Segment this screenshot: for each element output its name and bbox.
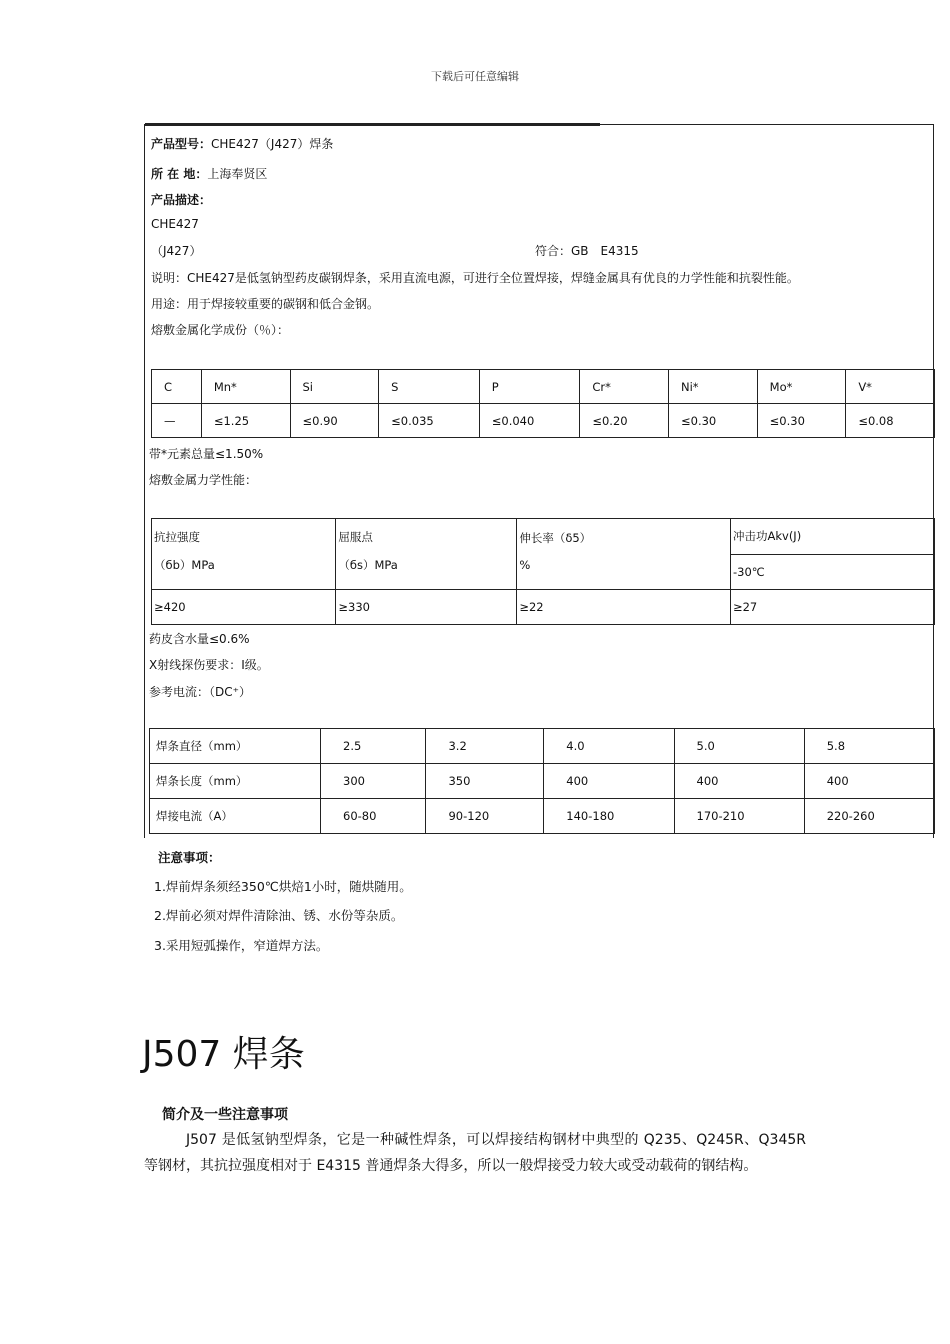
size-row-label: 焊接电流（A） [150, 799, 321, 834]
mech-value-cell: ≥420 [152, 590, 336, 625]
standard-text: 符合：GB E4315 [535, 244, 639, 258]
size-current-table [149, 728, 935, 834]
size-row-label: 焊条长度（mm） [150, 764, 321, 799]
size-cell: 400 [674, 764, 804, 799]
chem-value-cell: — [152, 404, 202, 438]
table-row [150, 799, 935, 834]
table-row [152, 519, 935, 555]
size-cell: 5.0 [674, 729, 804, 764]
xray-requirement: X射线探伤要求：Ⅰ级。 [149, 658, 269, 672]
table-row [150, 729, 935, 764]
size-cell: 350 [426, 764, 544, 799]
mech-value-cell: ≥22 [517, 590, 731, 625]
size-cell: 400 [544, 764, 674, 799]
size-cell: 3.2 [426, 729, 544, 764]
size-row-label: 焊条直径（mm） [150, 729, 321, 764]
chem-value-cell: ≤0.035 [379, 404, 480, 438]
page-header: 下载后可任意编辑 [431, 70, 519, 83]
usage-text: 用途：用于焊接较重要的碳钢和低合金钢。 [151, 297, 380, 311]
chem-composition-table [151, 369, 935, 438]
chem-value-cell: ≤0.08 [846, 404, 935, 438]
size-cell: 90-120 [426, 799, 544, 834]
table-row [152, 590, 935, 625]
note-item: 2.焊前必须对焊件清除油、锈、水份等杂质。 [154, 908, 404, 923]
table-row [150, 764, 935, 799]
mech-header-cell: -30℃ [730, 554, 934, 590]
explanation-text: 说明：CHE427是低氢钠型药皮碳钢焊条，采用直流电源，可进行全位置焊接，焊缝金属具有优良的力学性能和抗裂性能。 [151, 271, 799, 285]
table-row [152, 404, 935, 438]
model-value: CHE427（J427）焊条 [211, 137, 334, 151]
water-content: 药皮含水量≤0.6% [149, 632, 250, 646]
model-line [151, 135, 333, 152]
product-code-alt: （J427） [151, 244, 202, 258]
chem-header-cell: Mo* [757, 370, 846, 404]
note-item: 3.采用短弧操作，窄道焊方法。 [154, 938, 329, 953]
chem-header-cell: P [479, 370, 580, 404]
desc-label: 产品描述： [151, 193, 212, 207]
notes-heading: 注意事项： [158, 850, 221, 865]
product-code: CHE427 [151, 217, 199, 231]
chem-heading: 熔敷金属化学成份（％）： [151, 323, 290, 337]
size-cell: 170-210 [674, 799, 804, 834]
chem-header-cell: S [379, 370, 480, 404]
section-title: J507 焊条 [142, 1034, 305, 1075]
chem-value-cell: ≤0.040 [479, 404, 580, 438]
size-cell: 400 [804, 764, 934, 799]
mech-header-cell: 屈服点 （бs）MPa [336, 519, 517, 590]
note-item: 1.焊前焊条须经350℃烘焙1小时，随烘随用。 [154, 879, 412, 894]
chem-header-cell: Si [290, 370, 379, 404]
chem-value-cell: ≤0.30 [757, 404, 846, 438]
mech-heading: 熔敷金属力学性能： [149, 473, 258, 487]
mech-properties-table [151, 518, 935, 625]
top-border [145, 123, 600, 126]
table-row [152, 370, 935, 404]
chem-value-cell: ≤0.90 [290, 404, 379, 438]
size-cell: 4.0 [544, 729, 674, 764]
current-ref: 参考电流：（DC⁺） [149, 685, 251, 699]
mech-header-cell: 伸长率（δ5） % [517, 519, 731, 590]
size-cell: 2.5 [321, 729, 426, 764]
size-cell: 5.8 [804, 729, 934, 764]
mech-header-cell: 抗拉强度 （бb）MPa [152, 519, 336, 590]
size-cell: 140-180 [544, 799, 674, 834]
location-value: 上海奉贤区 [207, 167, 268, 181]
chem-header-cell: Ni* [669, 370, 758, 404]
chem-value-cell: ≤0.20 [580, 404, 669, 438]
size-cell: 300 [321, 764, 426, 799]
chem-value-cell: ≤0.30 [669, 404, 758, 438]
model-label: 产品型号： [151, 137, 212, 151]
location-line [151, 165, 267, 182]
section-paragraph: J507 是低氢钠型焊条，它是一种碱性焊条，可以焊接结构钢材中典型的 Q235、Q245R、Q345R 等钢材，其抗拉强度相对于 E4315 普通焊条大得多，所以一般焊接受力较大或受动载荷的钢结构。 [144, 1132, 806, 1174]
chem-header-cell: V* [846, 370, 935, 404]
product-info-box [144, 124, 934, 838]
location-label: 所 在 地： [151, 167, 208, 181]
chem-value-cell: ≤1.25 [201, 404, 290, 438]
chem-note: 带*元素总量≤1.50% [149, 447, 264, 461]
size-cell: 220-260 [804, 799, 934, 834]
size-cell: 60-80 [321, 799, 426, 834]
mech-header-cell: 冲击功Akv(J) [730, 519, 934, 555]
chem-header-cell: Cr* [580, 370, 669, 404]
chem-header-cell: C [152, 370, 202, 404]
chem-header-cell: Mn* [201, 370, 290, 404]
mech-value-cell: ≥330 [336, 590, 517, 625]
mech-value-cell: ≥27 [730, 590, 934, 625]
section-subheading: 简介及一些注意事项 [162, 1107, 288, 1123]
